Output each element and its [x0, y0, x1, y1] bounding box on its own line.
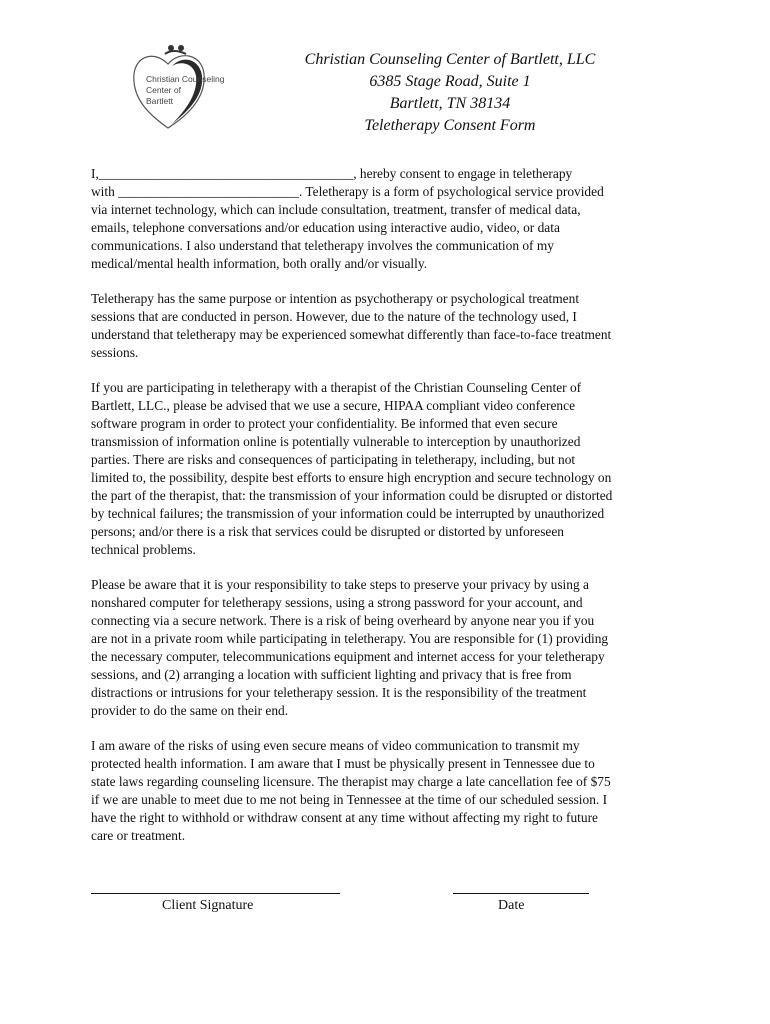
paragraph-purpose: [91, 290, 691, 362]
text-line: I,______________________________________, hereby consent to engage in teletherapy: [91, 166, 573, 181]
date-line[interactable]: [453, 893, 589, 894]
text-line: by technical failures; the transmission of your information could be interrupted by unauthorized: [91, 506, 605, 521]
consent-body: [91, 165, 691, 862]
text-line: provider to do the same on their end.: [91, 703, 289, 718]
logo: [128, 44, 225, 134]
text-line: sessions that are conducted in person. However, due to the nature of the technology used, I: [91, 309, 577, 324]
text-line: technical problems.: [91, 542, 196, 557]
address-line-1: 6385 Stage Road, Suite 1: [369, 73, 531, 90]
text-line: medical/mental health information, both orally and/or visually.: [91, 256, 428, 271]
text-line: communications. I also understand that teletherapy involves the communication of my: [91, 238, 554, 253]
text-line: Teletherapy has the same purpose or intention as psychotherapy or psychological treatment: [91, 291, 580, 306]
text-line: I am aware of the risks of using even secure means of video communication to transmit my: [91, 738, 580, 753]
text-line: nonshared computer for teletherapy sessions, using a strong password for your account, and: [91, 595, 583, 610]
text-line: understand that teletherapy may be experienced somewhat differently than face-to-face treatment: [91, 327, 612, 342]
text-line: sessions.: [91, 345, 139, 360]
form-title: Teletherapy Consent Form: [364, 117, 536, 134]
text-line: transmission of information online is potentially vulnerable to interception by unauthorized: [91, 434, 581, 449]
text-line: if we are unable to meet due to me not being in Tennessee at the time of our scheduled session. I: [91, 792, 608, 807]
text-line: emails, telephone conversations and/or education using interactive audio, video, or data: [91, 220, 560, 235]
text-line: parties. There are risks and consequences of participating in teletherapy, including, but not: [91, 452, 576, 467]
client-signature-line[interactable]: [91, 893, 340, 894]
letterhead: [250, 49, 650, 137]
text-line: state laws regarding counseling licensure. The therapist may charge a late cancellation fee of $75: [91, 774, 611, 789]
date-label: Date: [498, 898, 525, 913]
text-line: the necessary computer, telecommunications equipment and internet access for your teletherapy: [91, 649, 605, 664]
paragraph-privacy: [91, 576, 691, 720]
text-line: software program in order to protect your confidentiality. Be informed that even secure: [91, 416, 558, 431]
text-line: Please be aware that it is your responsibility to take steps to preserve your privacy by using a: [91, 577, 589, 592]
paragraph-consent: [91, 165, 691, 273]
text-line: persons; and/or there is a risk that services could be disrupted or distorted by unforeseen: [91, 524, 565, 539]
text-line: limited to, the possibility, despite best efforts to ensure high encryption and secure technology on: [91, 470, 612, 485]
text-line: distractions or intrusions for your teletherapy session. It is the responsibility of the treatment: [91, 685, 587, 700]
org-name: Christian Counseling Center of Bartlett, LLC: [304, 51, 596, 68]
text-line: are not in a private room while participating in teletherapy. You are responsible for (1) providing: [91, 631, 609, 646]
text-line: If you are participating in teletherapy with a therapist of the Christian Counseling Center of: [91, 380, 582, 395]
text-line: connecting via a secure network. There is a risk of being overheard by anyone near you if you: [91, 613, 595, 628]
text-line: have the right to withhold or withdraw consent at any time without affecting my right to future: [91, 810, 598, 825]
paragraph-awareness: [91, 737, 691, 845]
text-line: sessions, and (2) arranging a location with sufficient lighting and privacy that is free from: [91, 667, 572, 682]
text-line: with ___________________________. Teletherapy is a form of psychological service provided: [91, 184, 604, 199]
client-signature-label: Client Signature: [162, 898, 254, 913]
logo-line-3: Bartlett: [146, 96, 173, 106]
paragraph-risks: [91, 379, 691, 559]
text-line: protected health information. I am aware that I must be physically present in Tennessee due to: [91, 756, 595, 771]
logo-line-1: Christian Counseling: [146, 74, 225, 84]
text-line: the part of the therapist, that: the transmission of your information could be disrupted or distorted: [91, 488, 613, 503]
text-line: via internet technology, which can include consultation, treatment, transfer of medical data,: [91, 202, 581, 217]
logo-line-2: Center of: [146, 85, 181, 95]
text-line: Bartlett, LLC., please be advised that we use a secure, HIPAA compliant video conference: [91, 398, 576, 413]
address-line-2: Bartlett, TN 38134: [389, 95, 511, 112]
text-line: care or treatment.: [91, 828, 186, 843]
